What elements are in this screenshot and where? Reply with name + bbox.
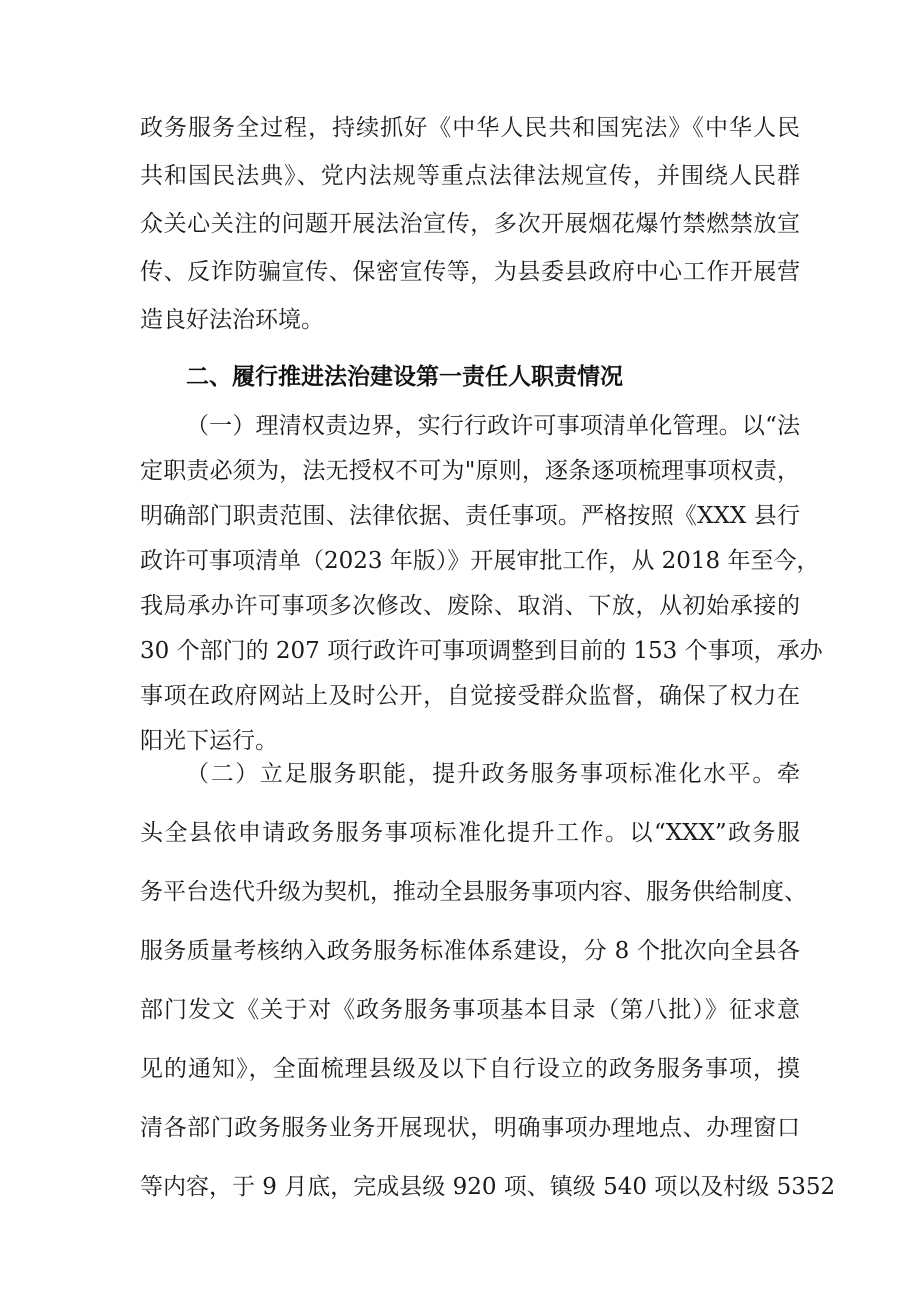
paragraph-line: 头全县依申请政务服务事项标准化提升工作。以“XXX”政务服 (140, 820, 800, 846)
paragraph-line: 30 个部门的 207 项行政许可事项调整到目前的 153 个事项，承办 (140, 638, 823, 664)
paragraph-line: 部门发文《关于对《政务服务事项基本目录（第八批）》征求意 (140, 997, 800, 1023)
paragraph-line: 政务服务全过程，持续抓好《中华人民共和国宪法》《中华人民 (140, 115, 800, 141)
paragraph-line: 定职责必须为，法无授权不可为"原则，逐条逐项梳理事项权责， (140, 458, 800, 484)
paragraph-line: 众关心关注的问题开展法治宣传，多次开展烟花爆竹禁燃禁放宣 (140, 211, 800, 237)
paragraph-line: 事项在政府网站上及时公开，自觉接受群众监督，确保了权力在 (140, 683, 800, 709)
paragraph-line: 共和国民法典》、党内法规等重点法律法规宣传，并围绕人民群 (140, 163, 800, 189)
paragraph-line: 等内容，于 9 月底，完成县级 920 项、镇级 540 项以及村级 5352 (140, 1174, 836, 1200)
paragraph-line: 务平台迭代升级为契机，推动全县服务事项内容、服务供给制度、 (140, 879, 807, 905)
section-heading: 二、履行推进法治建设第一责任人职责情况 (186, 364, 623, 390)
paragraph-line: 服务质量考核纳入政务服务标准体系建设，分 8 个批次向全县各 (140, 938, 800, 964)
paragraph-line: 政许可事项清单（2023 年版）》开展审批工作，从 2018 年至今， (140, 548, 820, 574)
paragraph-line: 清各部门政务服务业务开展现状，明确事项办理地点、办理窗口 (140, 1115, 800, 1141)
paragraph-line: 见的通知》，全面梳理县级及以下自行设立的政务服务事项，摸 (140, 1056, 800, 1082)
paragraph-line: （一）理清权责边界，实行行政许可事项清单化管理。以“法 (186, 413, 800, 439)
paragraph-line: 阳光下运行。 (140, 728, 278, 754)
paragraph-line: 传、反诈防骗宣传、保密宣传等，为县委县政府中心工作开展营 (140, 259, 800, 285)
paragraph-line: 明确部门职责范围、法律依据、责任事项。严格按照《XXX 县行 (140, 503, 800, 529)
paragraph-line: 造良好法治环境。 (140, 307, 324, 333)
paragraph-line: 我局承办许可事项多次修改、废除、取消、下放，从初始承接的 (140, 593, 800, 619)
paragraph-line: （二）立足服务职能，提升政务服务事项标准化水平。牵 (186, 761, 800, 787)
